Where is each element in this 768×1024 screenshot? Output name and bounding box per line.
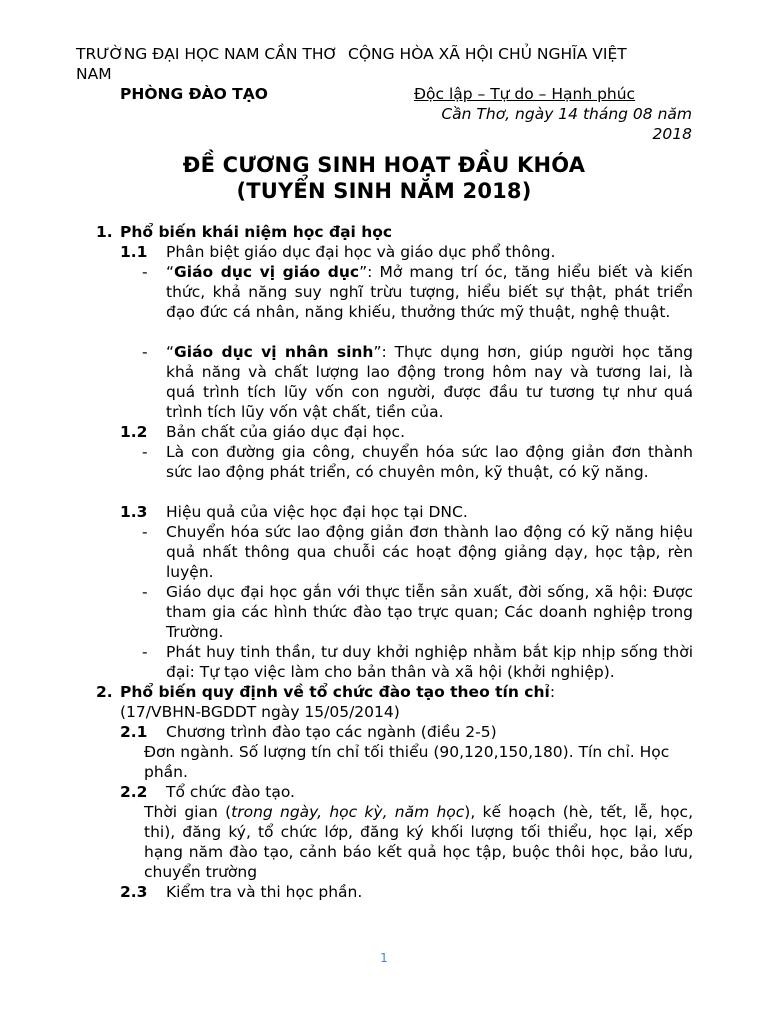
subsection-1-2-number: 1.2 [120, 423, 148, 441]
legal-reference: (17/VBHN-BGDDT ngày 15/05/2014) [120, 703, 400, 721]
bullet-dash: - [142, 583, 148, 601]
subsection-2-1-text: Chương trình đào tạo các ngành (điều 2-5) [166, 723, 497, 741]
page-number: 1 [380, 951, 388, 965]
subsection-2-2-detail: Thời gian (trong ngày, học kỳ, năm học), kế hoạch (hè, tết, lễ, học, thi), đăng ký, tổ chức lớp, đăng ký khối lượng tối thiểu, học lại, xếp hạng năm đào tạo, cảnh báo kết quả học tập, buộc thôi học, bảo lưu, chuyển trường [144, 803, 693, 881]
republic-name: CỘNG HÒA XÃ HỘI CHỦ NGHĨA VIỆT [348, 45, 627, 63]
bullet-dash: - [142, 263, 148, 281]
subsection-1-3-number: 1.3 [120, 503, 148, 521]
subsection-1-1-number: 1.1 [120, 243, 148, 261]
bullet-1-1-a: “Giáo dục vị giáo dục”: Mở mang trí óc, tăng hiểu biết và kiến thức, khả năng suy nghĩ trừu tượng, hiểu biết sự thật, phát triển đạo đức cá nhân, năng khiếu, thưởng thức mỹ thuật, nghệ thuật. [166, 263, 693, 321]
bullet-1-3-b: Giáo dục đại học gắn với thực tiễn sản xuất, đời sống, xã hội: Được tham gia các hình thức đào tạo trực quan; Các doanh nghiệp trong Trường. [166, 583, 693, 641]
national-motto: Độc lập – Tự do – Hạnh phúc [414, 85, 636, 103]
document-title: ĐỀ CƯƠNG SINH HOẠT ĐẦU KHÓA [182, 153, 586, 177]
subsection-2-3-text: Kiểm tra và thi học phần. [166, 883, 363, 901]
document-subtitle: (TUYỂN SINH NĂM 2018) [236, 179, 532, 203]
subsection-2-2-number: 2.2 [120, 783, 148, 801]
subsection-1-3-text: Hiệu quả của việc học đại học tại DNC. [166, 503, 468, 521]
date-line: Cần Thơ, ngày 14 tháng 08 năm [441, 105, 692, 123]
bullet-1-3-c: Phát huy tinh thần, tư duy khởi nghiệp nhằm bắt kịp nhịp sống thời đại: Tự tạo việc làm cho bản thân và xã hội (khởi nghiệp). [166, 643, 693, 681]
bullet-1-1-b: “Giáo dục vị nhân sinh”: Thực dụng hơn, giúp người học tăng khả năng và chất lượng lao động trong hôm nay và tương lai, là quá trình tích lũy vốn con người, được đầu tư tương tự như quá trình tích lũy vốn vật chất, tiền của. [166, 343, 693, 421]
bullet-1-3-a: Chuyển hóa sức lao động giản đơn thành lao động có kỹ năng hiệu quả nhất thông qua chuỗi các hoạt động giảng dạy, học tập, rèn luyện. [166, 523, 693, 581]
bullet-dash: - [142, 643, 148, 661]
subsection-2-1-number: 2.1 [120, 723, 148, 741]
department-name: PHÒNG ĐÀO TẠO [120, 85, 268, 103]
bullet-dash: - [142, 443, 148, 461]
subsection-1-1-text: Phân biệt giáo dục đại học và giáo dục phổ thông. [166, 243, 556, 261]
bullet-1-2-a: Là con đường gia công, chuyển hóa sức lao động giản đơn thành sức lao động phát triển, có chuyên môn, kỹ thuật, có kỹ năng. [166, 443, 693, 481]
school-name: TRƯỜNG ĐẠI HỌC NAM CẦN THƠ [76, 45, 338, 63]
bullet-dash: - [142, 343, 148, 361]
section-2-heading: Phổ biến quy định về tổ chức đào tạo theo tín chỉ: [120, 683, 556, 701]
subsection-1-2-text: Bản chất của giáo dục đại học. [166, 423, 405, 441]
section-1-number: 1. [96, 223, 113, 241]
bullet-dash: - [142, 523, 148, 541]
subsection-2-3-number: 2.3 [120, 883, 148, 901]
date-year: 2018 [652, 125, 692, 143]
section-1-heading: Phổ biến khái niệm học đại học [120, 223, 393, 241]
school-name-wrap: NAM [76, 65, 112, 83]
subsection-2-2-text: Tổ chức đào tạo. [166, 783, 295, 801]
subsection-2-1-detail: Đơn ngành. Số lượng tín chỉ tối thiểu (90,120,150,180). Tín chỉ. Học phần. [144, 743, 670, 781]
section-2-number: 2. [96, 683, 113, 701]
